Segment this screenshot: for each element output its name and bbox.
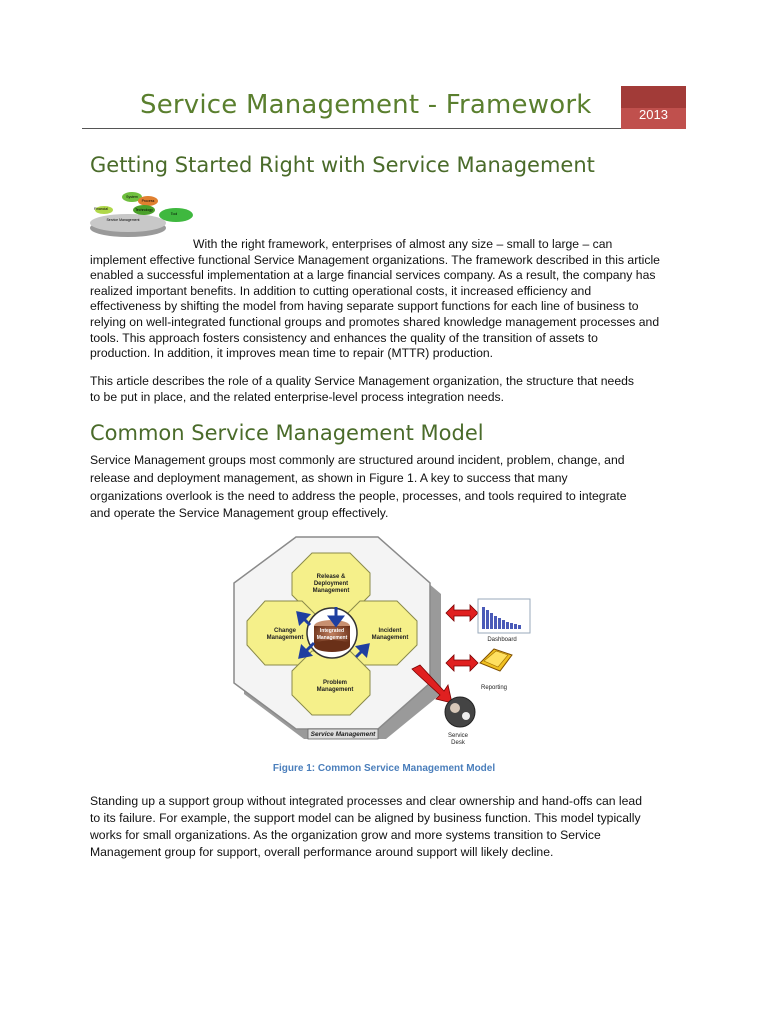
service-desk-label-2: Desk	[451, 740, 465, 746]
change-label-2: Management	[266, 635, 304, 641]
service-desk-icon-face	[450, 703, 460, 713]
service-desk-icon	[445, 697, 475, 727]
red-arrow-dashboard	[446, 605, 478, 621]
text-line: implement effective functional Service Management organizations. The framework described in this article	[90, 252, 660, 267]
section-heading-getting-started: Getting Started Right with Service Management	[90, 153, 595, 177]
problem-label-1: Problem	[322, 680, 348, 686]
reporting-label: Reporting	[480, 685, 508, 691]
service-management-label: Service Management	[310, 731, 376, 738]
dashboard-label: Dashboard	[487, 637, 517, 643]
header-rule	[82, 128, 686, 129]
text-line: release and deployment management, as shown in Figure 1. A key to success that many	[90, 470, 568, 485]
year-label: 2013	[639, 107, 668, 122]
text-line: Management group for support, overall performance around support will likely decline.	[90, 845, 554, 859]
service-desk-icon-face-2	[462, 712, 470, 720]
release-label-1: Release &	[316, 574, 346, 580]
figure-caption: Figure 1: Common Service Management Model	[272, 763, 496, 774]
incident-label-1: Incident	[378, 628, 402, 634]
red-arrow-reporting	[446, 655, 478, 671]
text-line: works for small organizations. As the organization grow and more systems transition to Service	[90, 828, 601, 842]
change-label-1: Change	[273, 628, 297, 634]
release-label-2: Deployment	[313, 581, 349, 587]
text-line: effectiveness by shifting the model from having separate support functions for each line of business to	[90, 299, 639, 314]
incident-label-2: Management	[371, 635, 409, 641]
release-label-3: Management	[312, 588, 350, 594]
text-line: relying on well-integrated functional groups and promotes shared knowledge management processes and	[90, 314, 660, 329]
problem-label-2: Management	[316, 687, 354, 693]
service-desk-label-1: Service	[447, 733, 469, 739]
small-service-figure	[88, 183, 198, 241]
small-figure-label-financial: Financial	[93, 207, 109, 211]
service-management-model-figure	[230, 533, 540, 748]
small-figure-label-service-management: Service Management	[106, 218, 140, 222]
text-line: to be put in place, and the related enterprise-level process integration needs.	[90, 389, 504, 404]
text-line: production. In addition, it improves mean time to repair (MTTR) production.	[90, 346, 494, 361]
text-line: With the right framework, enterprises of almost any size – small to large – can	[193, 237, 613, 251]
small-figure-label-tool: Tool	[170, 212, 178, 216]
text-line: tools. This approach fosters consistency and enhances the quality of the transition of assets to	[90, 330, 598, 345]
text-line: Service Management groups most commonly are structured around incident, problem, change, and	[90, 453, 625, 467]
text-line: organizations overlook is the need to address the people, processes, and tools required to integrate	[90, 488, 627, 503]
center-cylinder-bottom	[314, 640, 350, 652]
role-paragraph	[90, 374, 690, 405]
small-figure-label-system: System	[126, 195, 138, 199]
section-heading-common-model: Common Service Management Model	[90, 421, 484, 445]
small-figure-label-technology: Technology	[135, 208, 153, 212]
center-label-2: Management	[316, 635, 348, 641]
text-line: This article describes the role of a quality Service Management organization, the structure that needs	[90, 374, 634, 388]
text-line: realized important benefits. In addition to cutting operational costs, it increased efficiency and	[90, 283, 592, 298]
center-label-1: Integrated	[319, 628, 345, 634]
model-paragraph	[90, 452, 690, 523]
small-figure-disk	[90, 214, 166, 232]
text-line: to its failure. For example, the support model can be aligned by business function. This model typically	[90, 811, 641, 825]
text-line: enabled a successful implementation at a large financial services company. As a result, the company has	[90, 268, 656, 283]
intro-paragraph	[90, 237, 690, 362]
text-line: and operate the Service Management group effectively.	[90, 506, 389, 521]
support-group-paragraph	[90, 793, 690, 861]
small-figure-label-process: Process	[141, 199, 155, 203]
page-title: Service Management - Framework	[140, 90, 592, 120]
text-line: Standing up a support group without integrated processes and clear ownership and hand-offs can lead	[90, 794, 642, 808]
